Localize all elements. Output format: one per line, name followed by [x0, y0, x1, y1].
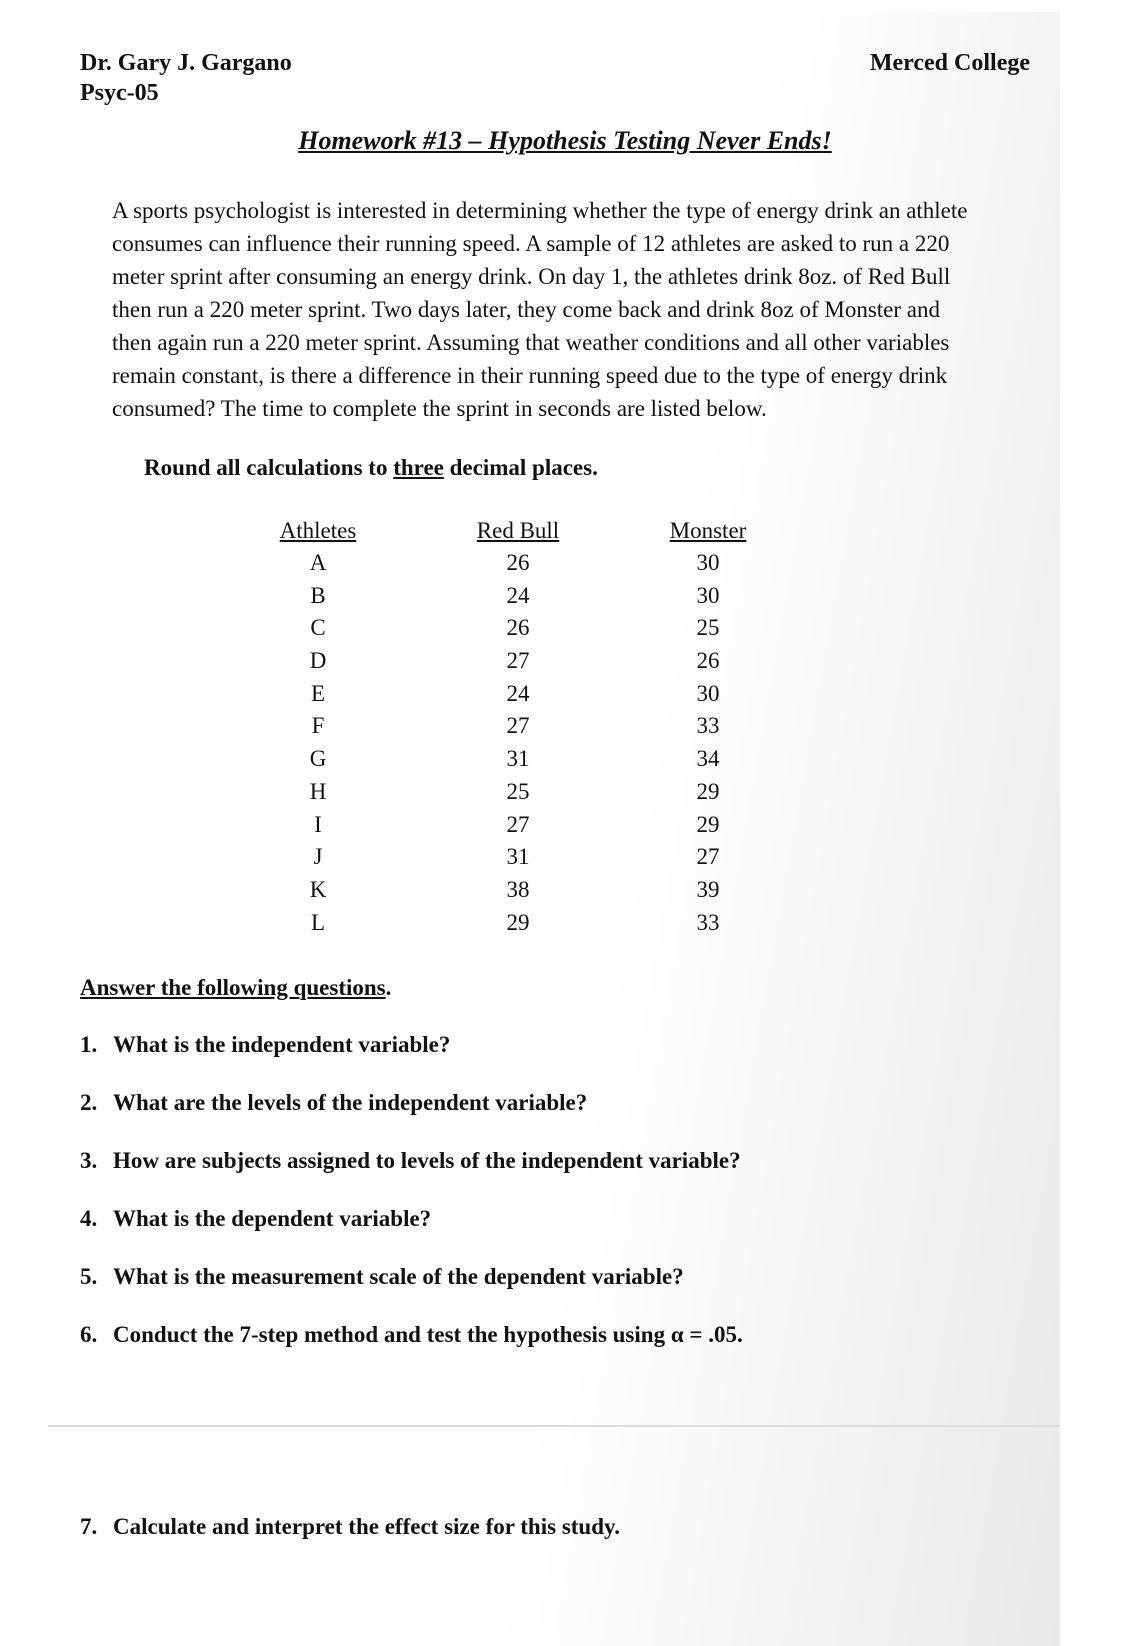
answer-heading-period: . — [385, 975, 392, 1000]
page-divider — [48, 1425, 1060, 1427]
intro-line: meter sprint after consuming an energy drink. On day 1, the athletes drink 8oz. of Red Bull — [112, 264, 951, 289]
question-number: 3. — [80, 1148, 98, 1173]
red-bull-cell: 27 — [506, 648, 530, 674]
question-text: What is the independent variable? — [113, 1032, 451, 1057]
homework-title: Homework #13 – Hypothesis Testing Never Ends! — [298, 126, 832, 155]
intro-line: then again run a 220 meter sprint. Assuming that weather conditions and all other variables — [112, 330, 950, 355]
column-header-athletes: Athletes — [279, 518, 357, 543]
question-7 — [80, 1514, 620, 1540]
monster-cell: 30 — [696, 582, 720, 608]
column-header-monster: Monster — [669, 518, 747, 543]
question-number: 6. — [80, 1322, 98, 1347]
question-number: 1. — [80, 1032, 98, 1057]
athlete-cell: D — [309, 648, 327, 674]
red-bull-cell: 24 — [506, 582, 530, 608]
question-number: 5. — [80, 1264, 98, 1289]
athlete-cell: J — [313, 844, 323, 870]
rounding-instruction — [144, 455, 598, 481]
intro-line: remain constant, is there a difference in their running speed due to the type of energy drink — [112, 363, 948, 388]
question-number: 2. — [80, 1090, 98, 1115]
problem-description — [112, 194, 1072, 425]
question-1 — [80, 1032, 450, 1058]
athlete-cell: K — [309, 876, 327, 902]
red-bull-column — [453, 515, 583, 939]
rounding-before: Round all calculations to — [144, 455, 394, 480]
athlete-cell: F — [311, 713, 325, 739]
athlete-cell: E — [310, 680, 326, 706]
column-header-red-bull: Red Bull — [476, 518, 560, 543]
question-text: What is the dependent variable? — [113, 1206, 432, 1231]
red-bull-cell: 26 — [506, 615, 530, 641]
athletes-column — [253, 515, 383, 939]
athlete-cell: A — [309, 550, 327, 575]
athlete-cell: B — [310, 582, 326, 608]
question-text: Conduct the 7-step method and test the hypothesis using α = .05. — [113, 1322, 743, 1347]
monster-cell: 30 — [696, 680, 720, 706]
course-code: Psyc-05 — [80, 80, 159, 106]
intro-line: then run a 220 meter sprint. Two days later, they come back and drink 8oz of Monster and — [112, 297, 941, 322]
monster-cell: 27 — [696, 844, 720, 870]
athlete-cell: G — [309, 746, 327, 772]
question-number: 4. — [80, 1206, 98, 1231]
question-4 — [80, 1206, 431, 1232]
athlete-cell: H — [309, 778, 327, 804]
monster-cell: 33 — [696, 909, 720, 935]
question-2 — [80, 1090, 587, 1116]
question-text: How are subjects assigned to levels of the independent variable? — [113, 1148, 741, 1173]
athlete-cell: L — [310, 909, 326, 935]
red-bull-cell: 24 — [506, 680, 530, 706]
red-bull-cell: 31 — [506, 844, 530, 870]
instructor-name: Dr. Gary J. Gargano — [80, 50, 292, 76]
athlete-cell: I — [314, 811, 322, 837]
question-6 — [80, 1322, 743, 1348]
college-name: Merced College — [869, 50, 1030, 76]
monster-cell: 26 — [696, 648, 720, 674]
rounding-after: decimal places. — [443, 455, 598, 480]
question-5 — [80, 1264, 684, 1290]
intro-line: consumes can influence their running speed. A sample of 12 athletes are asked to run a 220 — [112, 231, 950, 256]
rounding-emphasis: three — [393, 455, 444, 480]
red-bull-cell: 38 — [506, 876, 530, 902]
monster-cell: 25 — [696, 615, 720, 641]
intro-line: A sports psychologist is interested in determining whether the type of energy drink an athlete — [112, 198, 968, 223]
athlete-cell: C — [310, 615, 326, 641]
red-bull-cell: 31 — [506, 746, 530, 772]
monster-cell: 33 — [696, 713, 720, 739]
intro-line: consumed? The time to complete the sprint in seconds are listed below. — [112, 396, 767, 421]
red-bull-cell: 26 — [506, 550, 530, 575]
question-3 — [80, 1148, 741, 1174]
answer-heading — [80, 975, 391, 1001]
monster-cell: 34 — [696, 746, 720, 772]
red-bull-cell: 25 — [506, 778, 530, 804]
monster-column — [643, 515, 773, 939]
answer-heading-text: Answer the following questions — [80, 975, 386, 1000]
monster-cell: 29 — [696, 811, 720, 837]
monster-cell: 30 — [696, 550, 720, 575]
red-bull-cell: 29 — [506, 909, 530, 935]
question-text: What is the measurement scale of the dependent variable? — [113, 1264, 684, 1289]
monster-cell: 29 — [696, 778, 720, 804]
red-bull-cell: 27 — [506, 811, 530, 837]
red-bull-cell: 27 — [506, 713, 530, 739]
question-number: 7. — [80, 1514, 98, 1539]
question-text: Calculate and interpret the effect size for this study. — [113, 1514, 620, 1539]
question-text: What are the levels of the independent variable? — [113, 1090, 588, 1115]
monster-cell: 39 — [696, 876, 720, 902]
